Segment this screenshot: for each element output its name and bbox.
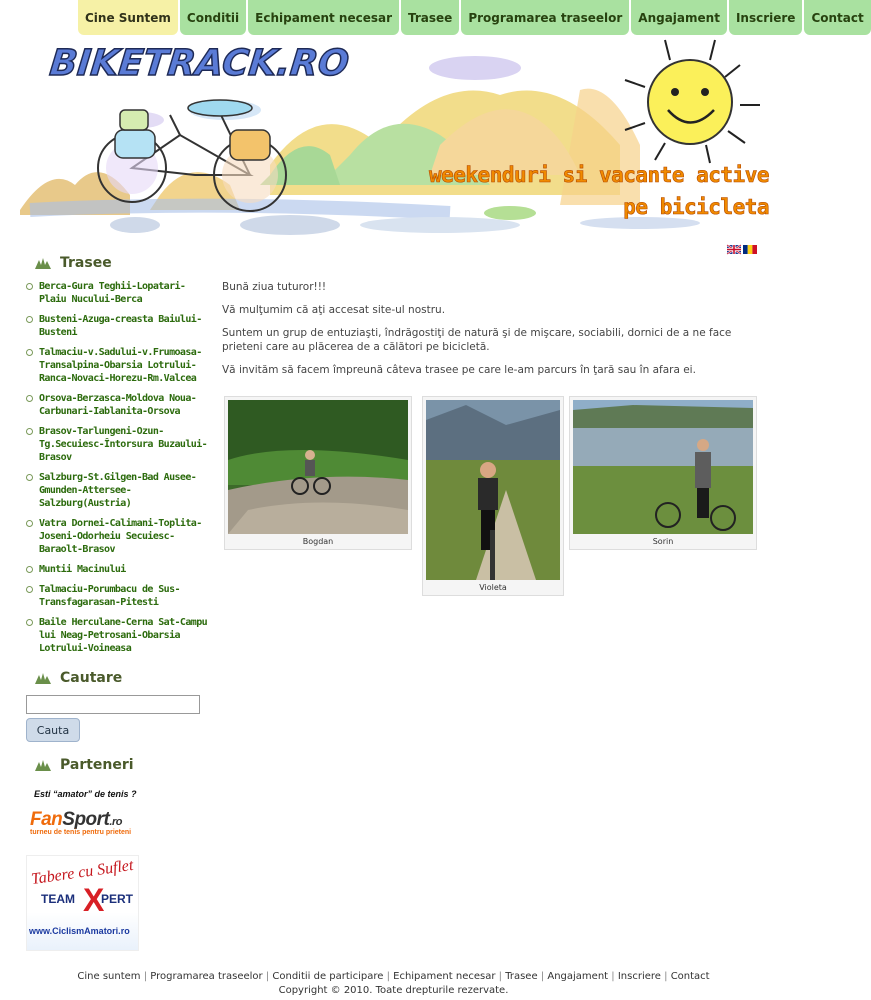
top-nav: [78, 0, 871, 35]
about-text: Suntem un grup de entuziaşti, îndrăgostiţi de natură şi de mişcare, sociabili, dornici de a ne face prieteni care au plăcerea de a călători pe bicicletă.: [222, 327, 732, 353]
trasee-heading: [34, 252, 211, 274]
footer-separator: |: [664, 971, 668, 982]
fansport-sport: Sport: [62, 809, 110, 830]
fansport-subtitle: turneu de tenis pentru prieteni: [30, 829, 132, 836]
search-heading: [34, 667, 211, 689]
route-link[interactable]: Talmaciu-Porumbacu de Sus-Transfagarasan-Pitesti: [26, 583, 211, 609]
partners-title: Parteneri: [60, 757, 134, 773]
footer: [0, 970, 787, 998]
fansport-logo[interactable]: [30, 809, 145, 841]
route-link[interactable]: Brasov-Tarlungeni-Ozun-Tg.Secuiesc-Întorsura Buzaului-Brasov: [26, 425, 211, 464]
footer-separator: |: [498, 971, 503, 982]
footer-link-programarea[interactable]: Programarea traseelor: [150, 971, 263, 982]
route-link[interactable]: Orsova-Berzasca-Moldova Noua-Carbunari-Iablanita-Orsova: [26, 392, 211, 418]
copyright: Copyright © 2010. Toate drepturile rezervate.: [278, 985, 509, 996]
route-link[interactable]: Busteni-Azuga-creasta Baiului-Busteni: [26, 313, 211, 339]
nav-tab-angajament[interactable]: Angajament: [631, 0, 727, 35]
site-logo[interactable]: BIKETRACK.RO: [47, 43, 351, 84]
search-section: [26, 667, 211, 742]
footer-separator: |: [265, 971, 270, 982]
footer-link-cine-suntem[interactable]: Cine suntem: [77, 971, 141, 982]
fansport-fan: Fan: [30, 809, 63, 830]
nav-tab-programarea[interactable]: Programarea traseelor: [461, 0, 629, 35]
photo-gallery: [224, 396, 764, 606]
team-text: TEAM: [41, 892, 75, 906]
leaf-icon: [34, 758, 52, 772]
ro-flag-icon[interactable]: [743, 245, 757, 254]
footer-separator: |: [386, 971, 390, 982]
footer-links: [0, 970, 787, 984]
tabere-teamxpert-banner[interactable]: [26, 855, 139, 951]
main-content: [222, 280, 767, 386]
route-link[interactable]: Vatra Dornei-Calimani-Toplita-Joseni-Odorheiu Secuiesc-Baraolt-Brasov: [26, 517, 211, 556]
footer-separator: |: [540, 971, 545, 982]
thanks-text: Vă mulţumim că aţi accesat site-ul nostru.: [222, 304, 446, 316]
photo-sorin: [573, 400, 753, 534]
photo-card[interactable]: [422, 396, 564, 596]
photo-card[interactable]: [569, 396, 757, 550]
footer-link-trasee[interactable]: Trasee: [505, 971, 538, 982]
footer-link-echipament[interactable]: Echipament necesar: [393, 971, 496, 982]
footer-link-conditii[interactable]: Conditii de participare: [272, 971, 384, 982]
photo-card[interactable]: [224, 396, 412, 550]
leaf-icon: [34, 256, 52, 270]
photo-violeta: [426, 400, 560, 580]
search-input[interactable]: [26, 695, 200, 714]
photo-caption: Bogdan: [302, 537, 334, 546]
route-link[interactable]: Muntii Macinului: [26, 563, 211, 576]
footer-link-angajament[interactable]: Angajament: [547, 971, 609, 982]
search-title: Cautare: [60, 670, 123, 686]
nav-tab-inscriere[interactable]: Inscriere: [729, 0, 803, 35]
route-link[interactable]: Talmaciu-v.Sadului-v.Frumoasa-Transalpina-Obarsia Lotrului-Ranca-Novaci-Horezu-Rm.Valcea: [26, 346, 211, 385]
nav-tab-contact[interactable]: Contact: [804, 0, 870, 35]
partner-caption: Esti “amator” de tenis ?: [34, 789, 137, 799]
nav-tab-echipament[interactable]: Echipament necesar: [248, 0, 399, 35]
nav-tab-conditii[interactable]: Conditii: [180, 0, 246, 35]
tabere-title: Tabere cu Suflet: [30, 856, 135, 889]
partners-heading: [34, 754, 211, 776]
search-button[interactable]: Cauta: [26, 718, 80, 742]
uk-flag-icon[interactable]: [727, 245, 741, 254]
route-link[interactable]: Berca-Gura Teghii-Lopatari-Plaiu Nucului-Berca: [26, 280, 211, 306]
footer-separator: |: [143, 971, 148, 982]
route-link[interactable]: Salzburg-St.Gilgen-Bad Ausee-Gmunden-Attersee-Salzburg(Austria): [26, 471, 211, 510]
footer-link-inscriere[interactable]: Inscriere: [617, 971, 661, 982]
photo-caption: Sorin: [652, 537, 674, 546]
partners-section: [26, 754, 211, 951]
nav-tab-trasee[interactable]: Trasee: [401, 0, 459, 35]
invite-text: Vă invităm să facem împreună câteva trasee pe care le-am parcurs în ţară sau în afara ei.: [222, 364, 696, 376]
pert-text: PERT: [101, 892, 134, 906]
language-switcher: [727, 245, 757, 254]
photo-caption: Violeta: [479, 583, 507, 592]
footer-separator: |: [611, 971, 615, 982]
photo-bogdan: [228, 400, 408, 534]
ciclism-url: www.CiclismAmatori.ro: [29, 926, 130, 936]
greeting: Bună ziua tuturor!!!: [222, 281, 327, 293]
nav-tab-cine-suntem[interactable]: Cine Suntem: [78, 0, 178, 35]
leaf-icon: [34, 671, 52, 685]
route-link[interactable]: Baile Herculane-Cerna Sat-Campu lui Neag-Petrosani-Obarsia Lotrului-Voineasa: [26, 616, 211, 655]
fansport-tld: .ro: [109, 816, 122, 828]
slogan-line-2: pe bicicleta: [623, 195, 769, 219]
header-banner: [20, 35, 775, 245]
slogan-line-1: weekenduri si vacante active: [428, 163, 769, 187]
trasee-title: Trasee: [60, 255, 112, 271]
sidebar: [26, 252, 211, 951]
xpert-x: X: [83, 882, 105, 918]
footer-link-contact[interactable]: Contact: [670, 971, 710, 982]
routes-list: [26, 280, 211, 655]
